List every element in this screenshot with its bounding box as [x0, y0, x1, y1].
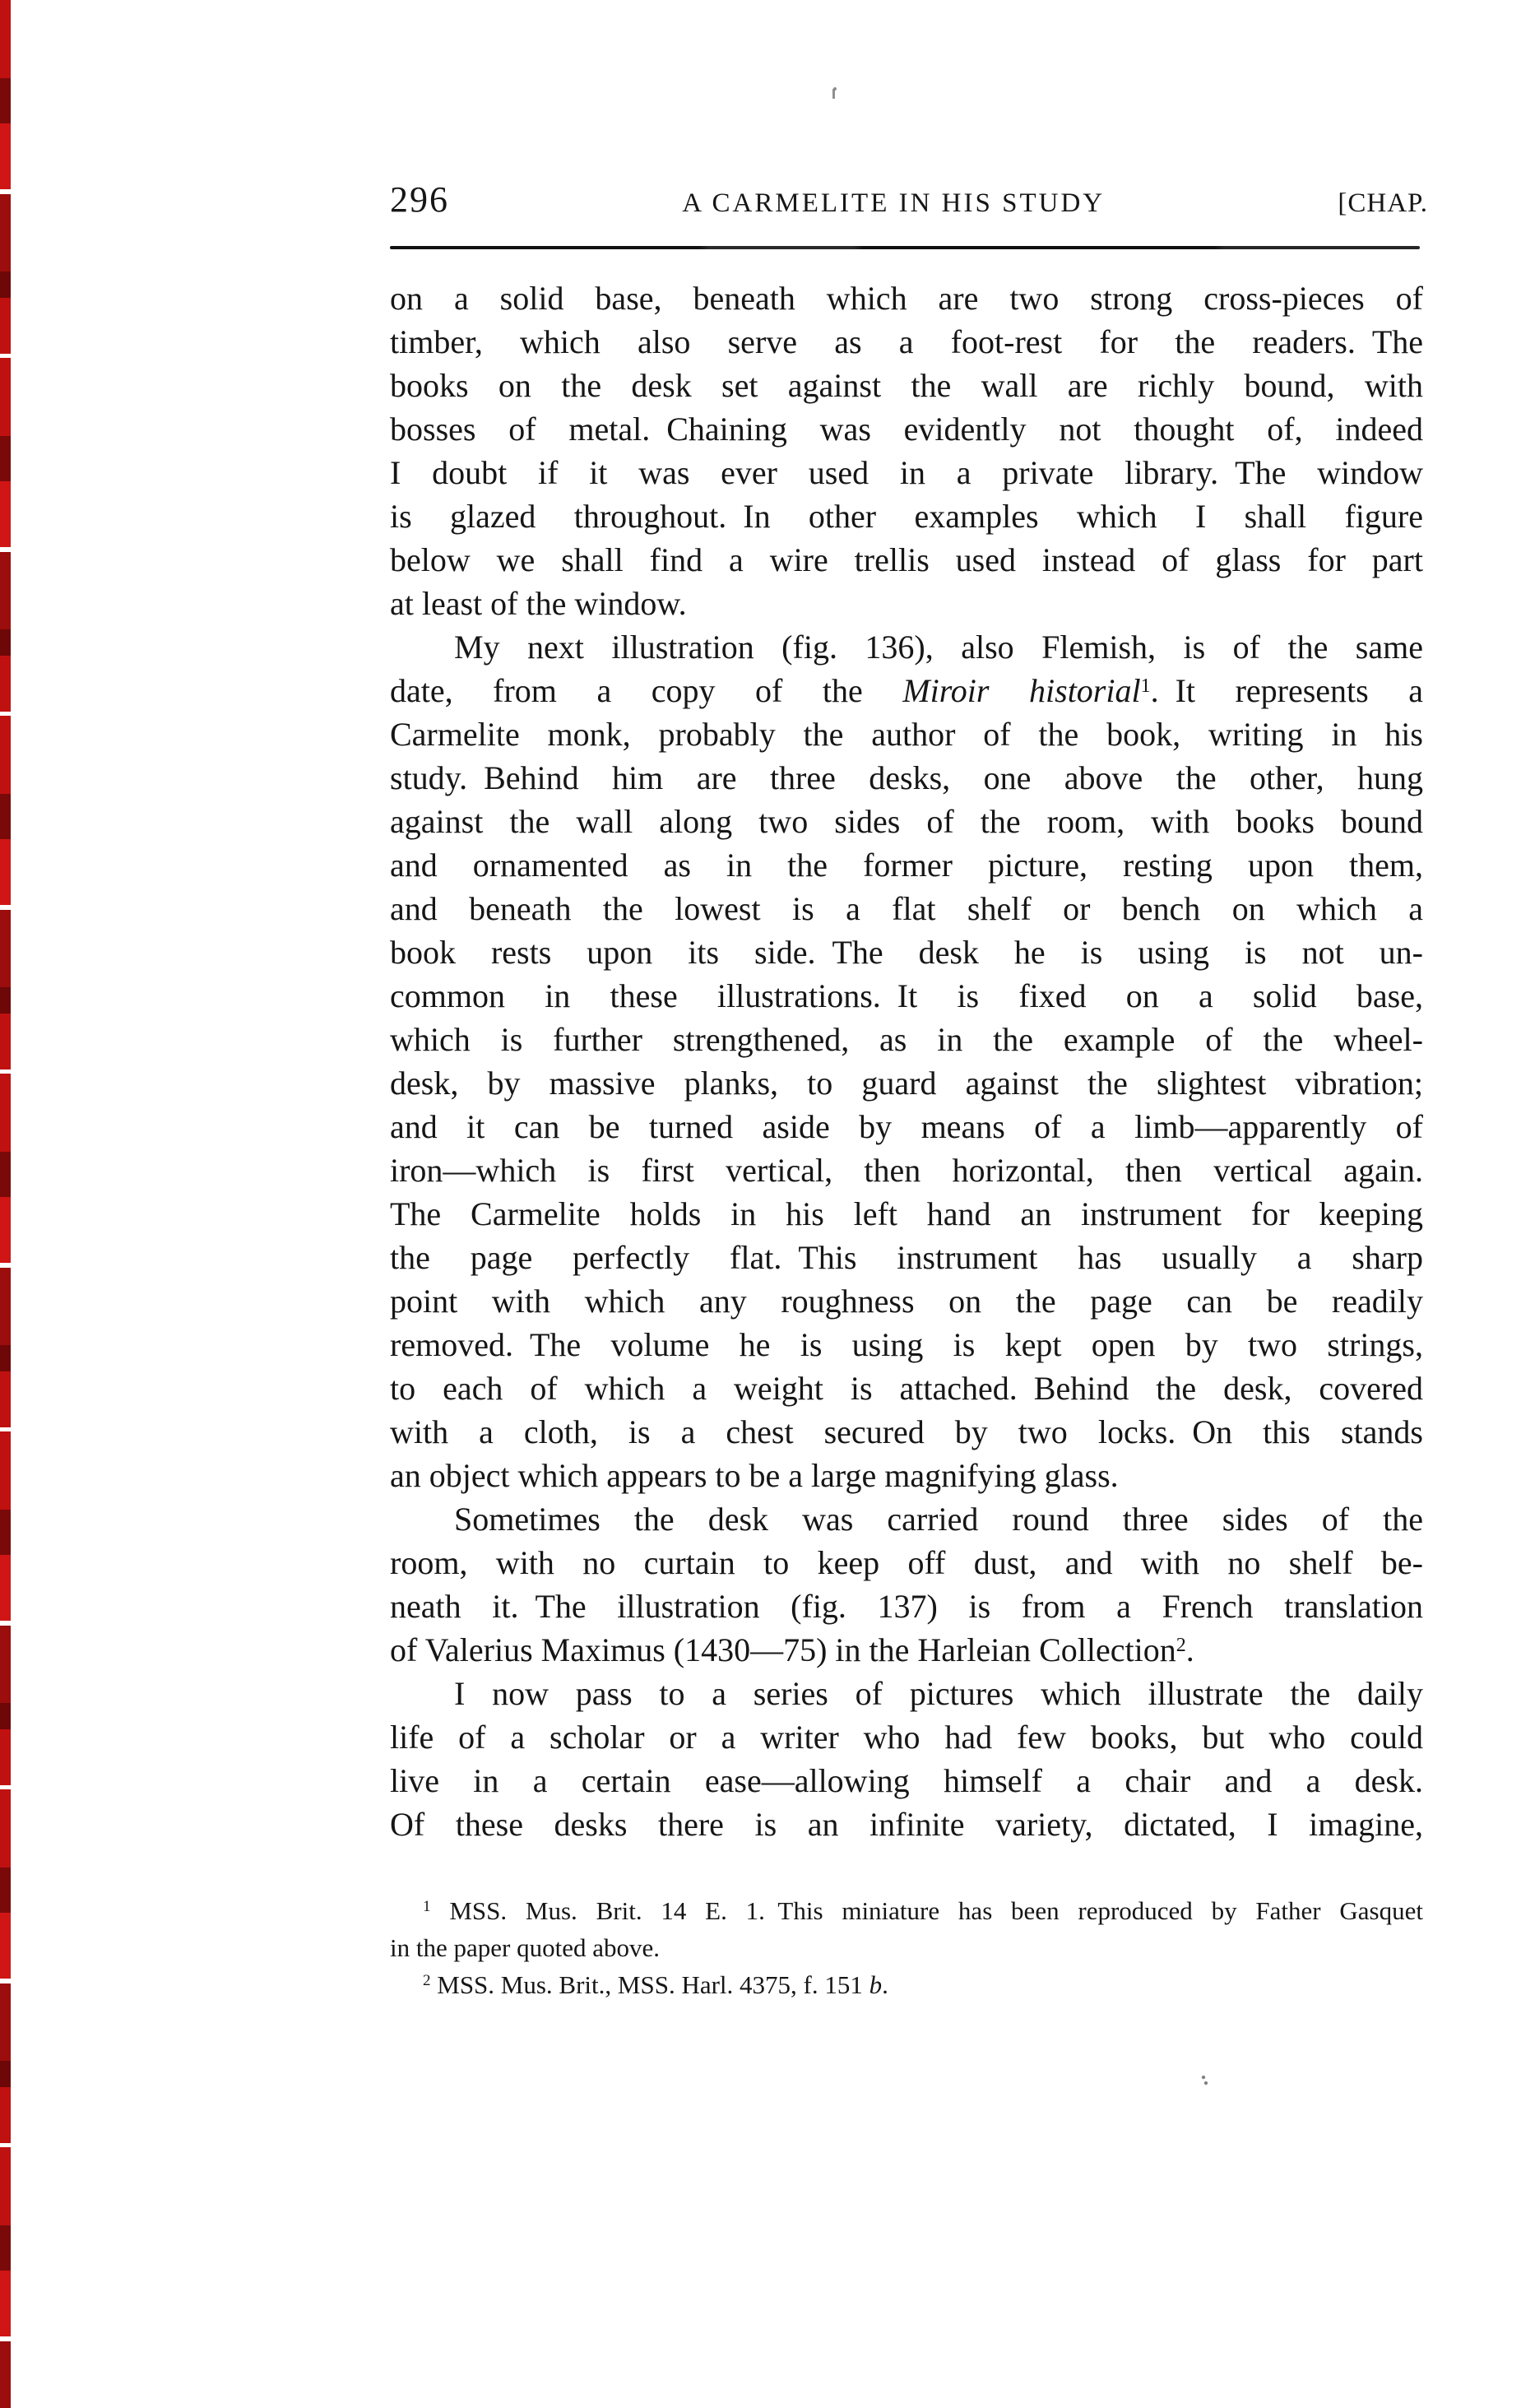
text-line: is glazed throughout. In other examples which I shall figure — [390, 498, 1423, 535]
text-line: point with which any roughness on the page can be readily — [390, 1283, 1423, 1320]
text-line: the page perfectly flat. This instrument has usually a sharp — [390, 1239, 1423, 1276]
text-line-paragraph-start: I now pass to a series of pictures which illustrate the daily — [454, 1675, 1423, 1712]
scan-speck-top — [832, 86, 841, 102]
text-line: room, with no curtain to keep off dust, and with no shelf be- — [390, 1544, 1423, 1581]
text-run: date, from a copy of the — [390, 672, 903, 709]
running-header — [390, 181, 1428, 219]
text-line — [390, 669, 1423, 712]
text-run: of Valerius Maximus (1430—75) in the Harleian Collection — [390, 1631, 1176, 1668]
text-line: Of these desks there is an infinite variety, dictated, I imagine, — [390, 1806, 1423, 1843]
footnote-ref-2: 2 — [1176, 1635, 1186, 1656]
text-run: . It represents a — [1150, 672, 1424, 709]
footnote-1-marker: 1 — [423, 1898, 431, 1915]
body-text-block — [390, 276, 1423, 1846]
text-line: and beneath the lowest is a flat shelf or bench on which a — [390, 890, 1423, 927]
text-line: The Carmelite holds in his left hand an instrument for keeping — [390, 1195, 1423, 1232]
header-title: A CARMELITE IN HIS STUDY — [682, 188, 1106, 218]
text-line: study. Behind him are three desks, one above the other, hung — [390, 759, 1423, 796]
text-run: . — [882, 1970, 888, 1999]
footnote-ref-1: 1 — [1140, 675, 1151, 697]
italic-folio-letter: b — [869, 1970, 883, 1999]
footnote-1-line-1 — [390, 1892, 1423, 1929]
header-rule — [390, 246, 1420, 249]
text-line: books on the desk set against the wall are richly bound, with — [390, 367, 1423, 404]
page-number: 296 — [390, 179, 449, 220]
text-line-paragraph-end — [390, 1628, 1423, 1672]
text-line: below we shall find a wire trellis used instead of glass for part — [390, 541, 1423, 578]
text-line: I doubt if it was ever used in a private library. The window — [390, 454, 1423, 491]
scan-speck-bottom — [1201, 2075, 1209, 2086]
text-line-paragraph-start: My next illustration (fig. 136), also Flemish, is of the same — [454, 629, 1423, 666]
text-line: and ornamented as in the former picture, resting upon them, — [390, 847, 1423, 884]
header-chapter-label: [CHAP. — [1338, 188, 1428, 218]
text-run: MSS. Mus. Brit., MSS. Harl. 4375, f. 151 — [437, 1970, 869, 1999]
italic-book-title: Miroir historial — [902, 672, 1141, 709]
text-line: bosses of metal. Chaining was evidently not thought of, indeed — [390, 411, 1423, 448]
text-line: with a cloth, is a chest secured by two locks. On this stands — [390, 1413, 1423, 1450]
text-line: which is further strengthened, as in the example of the wheel- — [390, 1021, 1423, 1058]
text-line: Carmelite monk, probably the author of the book, writing in his — [390, 716, 1423, 753]
text-run: . — [1185, 1631, 1194, 1668]
text-line: common in these illustrations. It is fixed on a solid base, — [390, 977, 1423, 1014]
text-line: removed. The volume he is using is kept open by two strings, — [390, 1326, 1423, 1363]
text-run: MSS. Mus. Brit. 14 E. 1. This miniature has been reproduced by Father Gasquet — [449, 1896, 1423, 1925]
text-line-paragraph-end: an object which appears to be a large magnifying glass. — [390, 1457, 1119, 1494]
footnote-1-line-2: in the paper quoted above. — [390, 1933, 660, 1962]
text-line: on a solid base, beneath which are two strong cross-pieces of — [390, 280, 1423, 317]
footnotes-block — [390, 1892, 1423, 2003]
text-line: timber, which also serve as a foot-rest for the readers. The — [390, 323, 1423, 360]
text-line-paragraph-end: at least of the window. — [390, 585, 687, 622]
footnote-2-marker: 2 — [423, 1972, 431, 1989]
text-line: and it can be turned aside by means of a limb—apparently of — [390, 1108, 1423, 1145]
text-line: life of a scholar or a writer who had few books, but who could — [390, 1719, 1423, 1756]
scan-edge-strip — [0, 0, 11, 2408]
text-line-paragraph-start: Sometimes the desk was carried round three sides of the — [454, 1501, 1423, 1538]
text-line: neath it. The illustration (fig. 137) is from a French translation — [390, 1588, 1423, 1625]
footnote-2-line — [390, 1966, 1423, 2003]
text-line: to each of which a weight is attached. Behind the desk, covered — [390, 1370, 1423, 1407]
text-line: live in a certain ease—allowing himself a chair and a desk. — [390, 1762, 1423, 1799]
text-line: iron—which is first vertical, then horizontal, then vertical again. — [390, 1152, 1423, 1189]
text-line: book rests upon its side. The desk he is using is not un- — [390, 934, 1423, 971]
text-line: desk, by massive planks, to guard against the slightest vibration; — [390, 1065, 1423, 1102]
text-line: against the wall along two sides of the room, with books bound — [390, 803, 1423, 840]
